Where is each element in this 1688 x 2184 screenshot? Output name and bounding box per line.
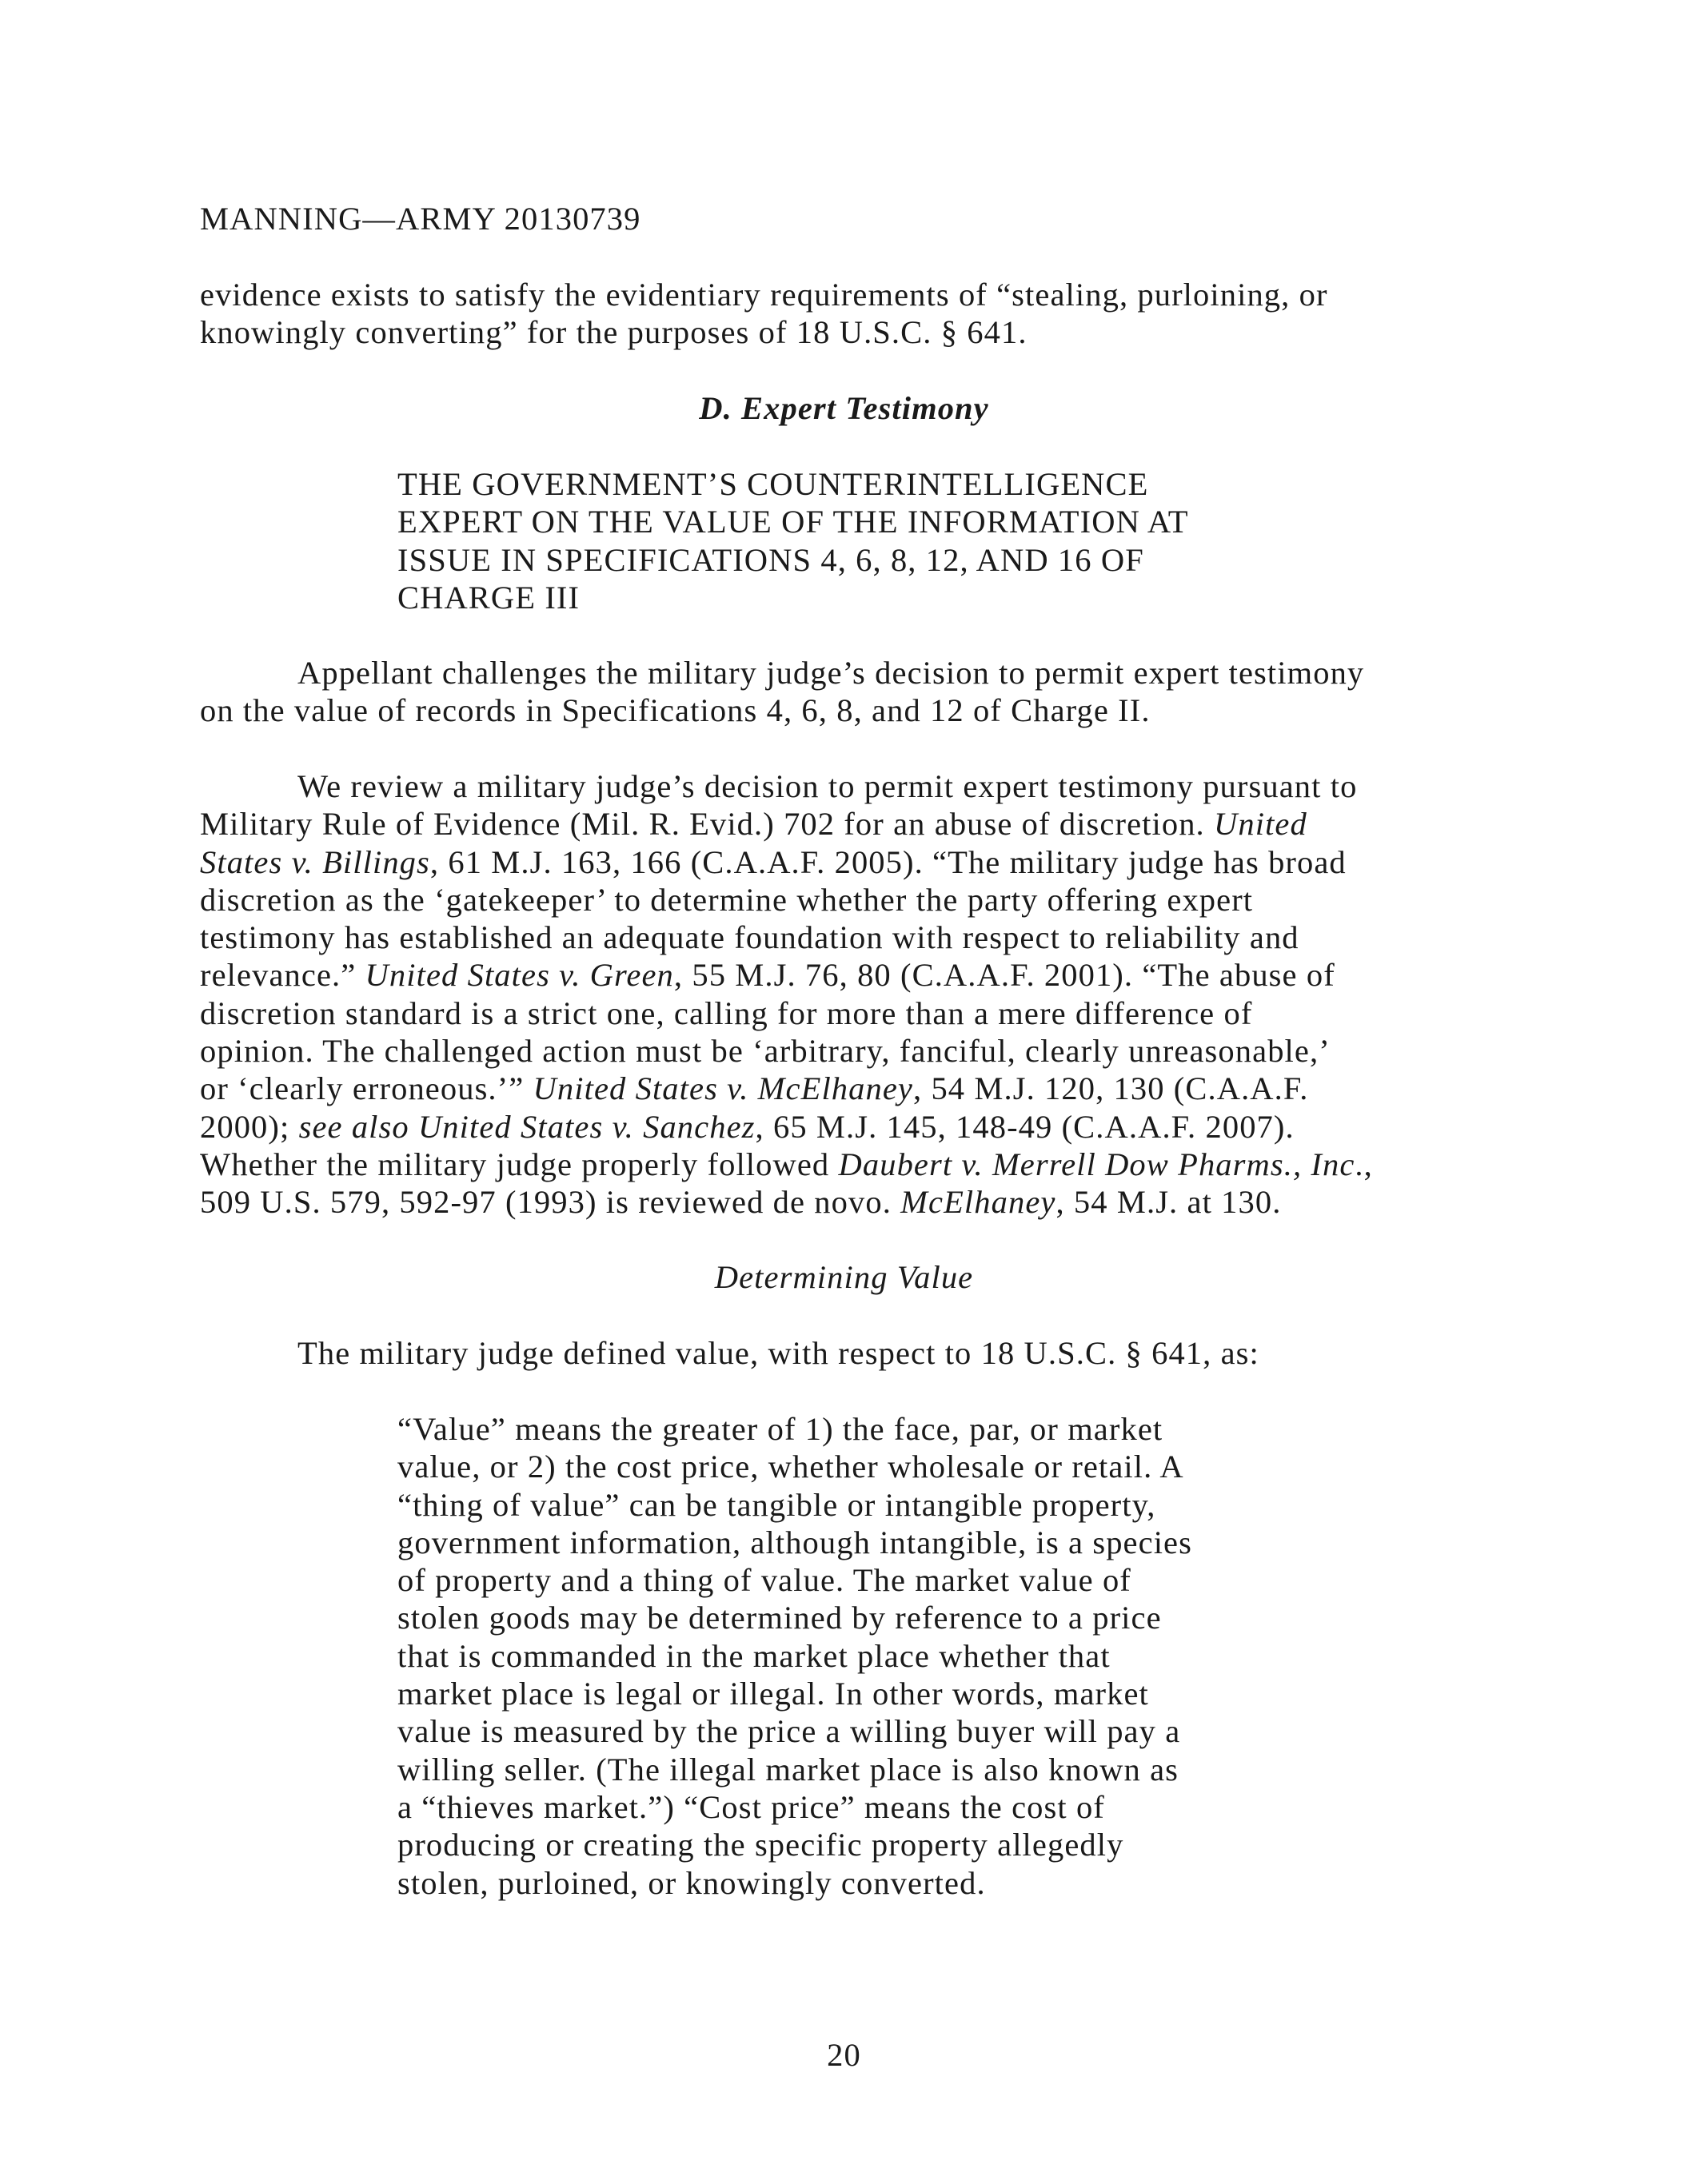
page-number: 20 (827, 2037, 861, 2073)
issue-line: EXPERT ON THE VALUE OF THE INFORMATION AT (397, 504, 1189, 540)
paragraph-line (200, 1108, 1373, 1146)
paragraph-line (200, 1070, 1373, 1107)
issue-statement (397, 465, 1189, 616)
issue-line: CHARGE III (397, 579, 581, 616)
quote-line: of property and a thing of value. The market value of (397, 1562, 1131, 1599)
case-citation: Daubert v. Merrell Dow Pharms., Inc (838, 1146, 1355, 1182)
text-run: relevance.” (200, 957, 365, 994)
case-citation: McElhaney (900, 1184, 1056, 1221)
case-citation: see also United States v. Sanchez (298, 1108, 756, 1145)
quote-line: producing or creating the specific property allegedly (397, 1827, 1124, 1863)
paragraph-line: discretion standard is a strict one, calling for more than a mere difference of (200, 994, 1253, 1031)
running-header: MANNING—ARMY 20130739 (200, 201, 641, 237)
quote-line: value, or 2) the cost price, whether wholesale or retail. A (397, 1449, 1184, 1485)
paragraph-line (200, 1183, 1373, 1221)
block-quote-value-definition (397, 1410, 1192, 1902)
paragraph-line: We review a military judge’s decision to permit expert testimony pursuant to (297, 768, 1358, 804)
text-run: Whether the military judge properly followed (200, 1146, 839, 1182)
text-run: , 61 M.J. 163, 166 (C.A.A.F. 2005). “The military judge has broad (429, 843, 1347, 880)
text-run: , 55 M.J. 76, 80 (C.A.A.F. 2001). “The abuse of (673, 957, 1335, 994)
paragraph-line (200, 805, 1373, 843)
case-citation: States v. Billings (200, 843, 430, 880)
text-run: Military Rule of Evidence (Mil. R. Evid.) 702 for an abuse of discretion. (200, 806, 1215, 843)
quote-line: “thing of value” can be tangible or intangible property, (397, 1486, 1156, 1523)
paragraph-line: testimony has established an adequate foundation with respect to reliability and (200, 919, 1299, 956)
text-run: , 54 M.J. at 130. (1055, 1184, 1282, 1221)
paragraph-line: opinion. The challenged action must be ‘arbitrary, fanciful, clearly unreasonable,’ (200, 1033, 1331, 1070)
quote-line: “Value” means the greater of 1) the face, par, or market (397, 1411, 1163, 1447)
case-citation: United States v. Green (365, 957, 674, 994)
subsection-heading: Determining Value (714, 1259, 974, 1295)
paragraph-line (200, 1146, 1373, 1183)
quote-line: stolen, purloined, or knowingly converted. (397, 1864, 986, 1901)
paragraph-line: The military judge defined value, with respect to 18 U.S.C. § 641, as: (297, 1335, 1259, 1371)
intro-paragraph (200, 276, 1328, 352)
paragraph-standard-of-review (200, 767, 1373, 1222)
text-run: ., (1355, 1146, 1373, 1182)
quote-line: government information, although intangible, is a species (397, 1524, 1192, 1560)
case-citation: United (1214, 806, 1307, 843)
quote-line: a “thieves market.”) “Cost price” means the cost of (397, 1788, 1105, 1825)
issue-line: THE GOVERNMENT’S COUNTERINTELLIGENCE (397, 466, 1149, 502)
text-run: 509 U.S. 579, 592-97 (1993) is reviewed de novo. (200, 1184, 901, 1221)
section-heading: D. Expert Testimony (699, 390, 989, 426)
paragraph-line: on the value of records in Specifications 4, 6, 8, and 12 of Charge II. (200, 692, 1151, 729)
quote-line: value is measured by the price a willing buyer will pay a (397, 1713, 1181, 1750)
paragraph-line (200, 956, 1373, 994)
paragraph-line: Appellant challenges the military judge’s decision to permit expert testimony (297, 655, 1365, 691)
quote-line: willing seller. (The illegal market place is also known as (397, 1751, 1179, 1787)
case-citation: United States v. McElhaney (533, 1070, 913, 1107)
issue-line: ISSUE IN SPECIFICATIONS 4, 6, 8, 12, AND 16 OF (397, 541, 1144, 578)
text-run: 2000); (200, 1108, 299, 1145)
quote-line: market place is legal or illegal. In other words, market (397, 1676, 1149, 1712)
paragraph-appellant-challenge (200, 654, 1364, 730)
quote-line: that is commanded in the market place whether that (397, 1637, 1111, 1674)
quote-line: stolen goods may be determined by reference to a price (397, 1600, 1162, 1636)
text-run: , 65 M.J. 145, 148-49 (C.A.A.F. 2007). (755, 1108, 1295, 1145)
intro-line: evidence exists to satisfy the evidentiary requirements of “stealing, purloining, or (200, 277, 1328, 313)
paragraph-line (200, 843, 1373, 881)
intro-line: knowingly converting” for the purposes of 18 U.S.C. § 641. (200, 314, 1028, 351)
text-run: or ‘clearly erroneous.’” (200, 1070, 533, 1107)
paragraph-value-definition-intro (200, 1334, 1259, 1372)
paragraph-line: discretion as the ‘gatekeeper’ to determine whether the party offering expert (200, 881, 1254, 918)
text-run: , 54 M.J. 120, 130 (C.A.A.F. (913, 1070, 1309, 1107)
